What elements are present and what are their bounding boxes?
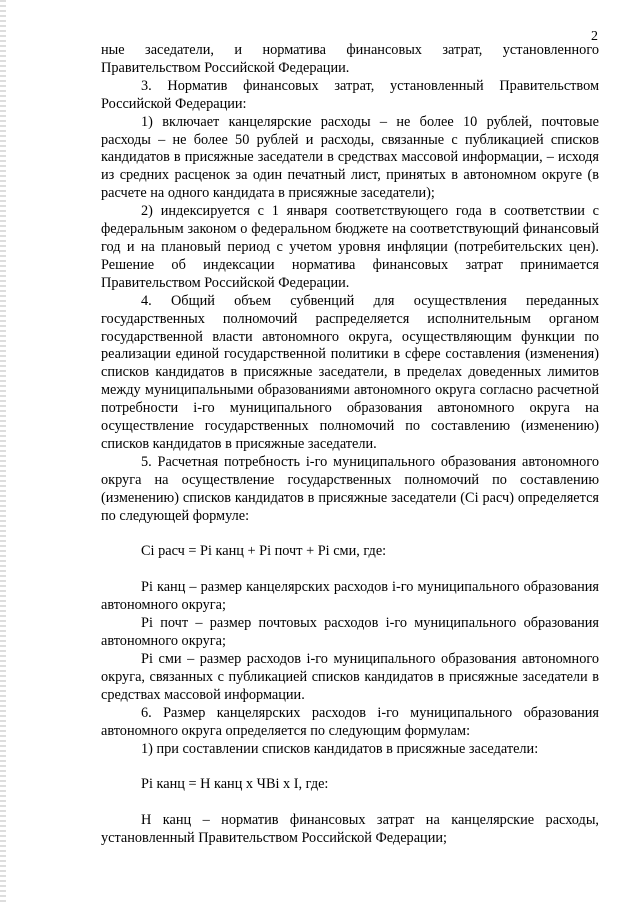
paragraph-3-item-1: 1) включает канцелярские расходы – не более 10 рублей, почтовые расходы – не более 50 рублей и расходы, связанные с публикацией списков кандидатов в присяжные заседатели в средствах массовой информации, – исходя из средних расценок за один печатный лист, принятых в автономном округе (в расчете на одного кандидата в присяжные заседатели); bbox=[101, 113, 599, 202]
formula-ci-rasch: Ci расч = Pi канц + Pi почт + Pi сми, где: bbox=[141, 543, 387, 560]
paragraph-4: 4. Общий объем субвенций для осуществления переданных государственных полномочий распределяется исполнительным органом государственной власти автономного округа, осуществляющим функции по реализации единой государственной политики в сфере составления (изменения) списков кандидатов в присяжные заседатели, в пределах доведенных лимитов между муниципальными образованиями автономного округа согласно расчетной потребности i-го муниципального образования автономного округа на осуществление государственных полномочий по составлению (изменению) списков кандидатов в присяжные заседатели. bbox=[101, 292, 599, 452]
page-number: 2 bbox=[591, 29, 598, 44]
paragraph-5: 5. Расчетная потребность i-го муниципального образования автономного округа на осуществление государственных полномочий по составлению (изменению) списков кандидатов в присяжные заседатели (Ci расч) определяется по следующей формуле: bbox=[101, 453, 599, 524]
definition-pi-pocht: Pi почт – размер почтовых расходов i-го муниципального образования автономного округа; bbox=[101, 615, 599, 650]
paragraph-continuation: ные заседатели, и норматива финансовых затрат, установленного Правительством Российской Федерации. bbox=[101, 42, 599, 76]
paragraph-3-item-2: 2) индексируется с 1 января соответствующего года в соответствии с федеральным законом о федеральном бюджете на соответствующий финансовый год и на плановый период с учетом уровня инфляции (потребительских цен). Решение об индексации норматива финансовых затрат принимается Правительством Российской Федерации. bbox=[101, 203, 599, 291]
paragraph-6-item-1: 1) при составлении списков кандидатов в присяжные заседатели: bbox=[141, 740, 539, 757]
paragraph-3: 3. Норматив финансовых затрат, установленный Правительством Российской Федерации: bbox=[101, 77, 599, 112]
scan-edge bbox=[0, 0, 6, 905]
definition-pi-kanc: Pi канц – размер канцелярских расходов i-го муниципального образования автономного округа; bbox=[101, 579, 599, 614]
paragraph-6: 6. Размер канцелярских расходов i-го муниципального образования автономного округа определяется по следующим формулам: bbox=[101, 704, 599, 739]
formula-pi-kanc: Pi канц = H канц x ЧBi x I, где: bbox=[141, 776, 329, 793]
document-body bbox=[101, 42, 599, 848]
definition-h-kanc: H канц – норматив финансовых затрат на канцелярские расходы, установленный Правительством Российской Федерации; bbox=[101, 812, 599, 847]
definition-pi-smi: Pi сми – размер расходов i-го муниципального образования автономного округа, связанных с публикацией списков кандидатов в присяжные заседатели в средствах массовой информации. bbox=[101, 651, 599, 703]
